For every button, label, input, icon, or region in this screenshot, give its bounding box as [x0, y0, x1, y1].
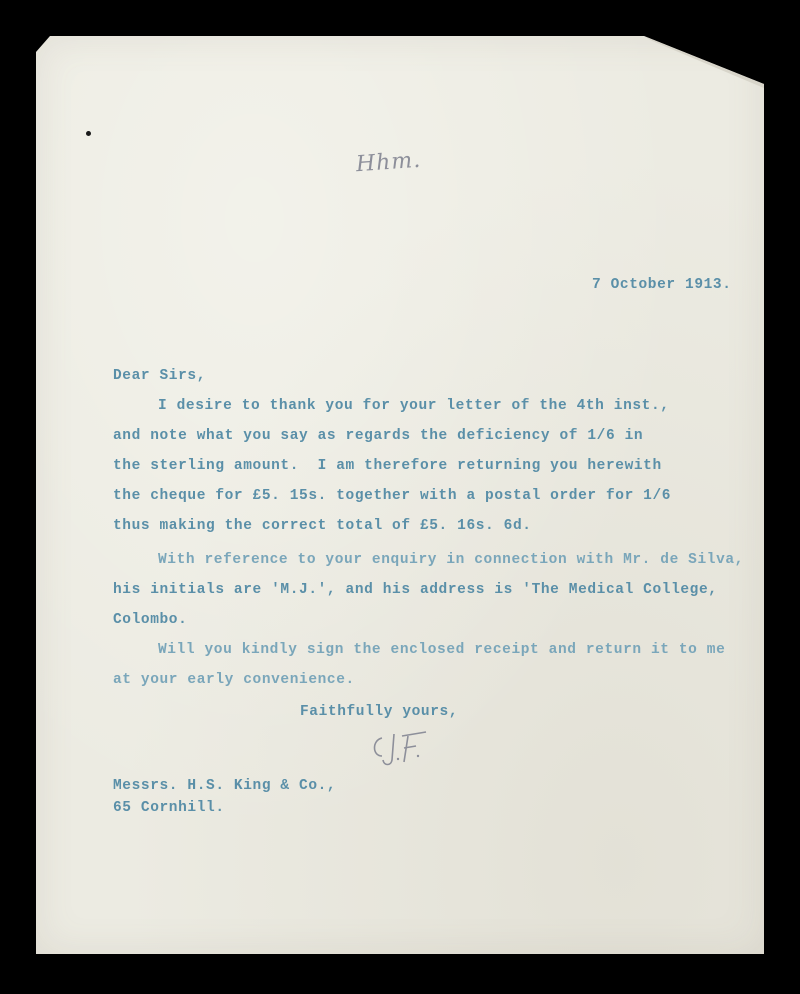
body-line-7: his initials are 'M.J.', and his address is 'The Medical College, — [113, 582, 718, 598]
handwritten-annotation: Hhm. — [355, 147, 423, 178]
body-line-10: at your early convenience. — [113, 672, 355, 688]
body-line-9: Will you kindly sign the enclosed receipt and return it to me — [158, 642, 726, 658]
handwritten-signature — [368, 726, 438, 770]
salutation: Dear Sirs, — [113, 368, 207, 384]
closing: Faithfully yours, — [300, 704, 459, 720]
body-line-6: With reference to your enquiry in connection with Mr. de Silva, — [158, 552, 744, 568]
address-line-2: 65 Cornhill. — [113, 800, 225, 816]
letter-date: 7 October 1913. — [592, 277, 732, 293]
body-line-2: and note what you say as regards the deficiency of 1/6 in — [113, 428, 644, 444]
punch-mark — [86, 131, 91, 136]
body-line-1: I desire to thank you for your letter of the 4th inst., — [158, 398, 670, 414]
body-line-5: thus making the correct total of £5. 16s. 6d. — [113, 518, 532, 534]
body-line-4: the cheque for £5. 15s. together with a postal order for 1/6 — [113, 488, 672, 504]
body-line-3: the sterling amount. I am therefore returning you herewith — [113, 458, 662, 474]
address-line-1: Messrs. H.S. King & Co., — [113, 778, 337, 794]
body-line-8: Colombo. — [113, 612, 188, 628]
